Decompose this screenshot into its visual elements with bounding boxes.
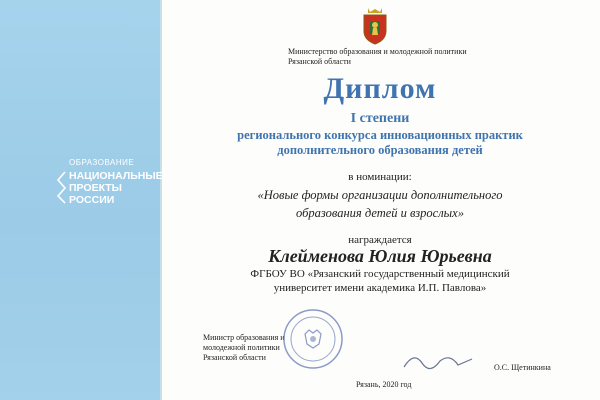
ministry-header <box>288 47 467 67</box>
official-stamp-icon <box>282 308 344 370</box>
diploma-degree: I степени <box>350 111 410 126</box>
recipient-organization <box>190 267 570 295</box>
logo-line-3: РОССИИ <box>69 194 115 206</box>
logo-line-1: НАЦИОНАЛЬНЫЕ <box>69 170 163 182</box>
awarded-label: награждается <box>348 234 412 246</box>
minister-title <box>203 333 285 363</box>
recipient-name: Клейменова Юлия Юрьевна <box>268 246 492 266</box>
logo-mark-icon <box>56 170 66 204</box>
ministry-line-2: Рязанской области <box>288 57 351 66</box>
minister-line-3: Рязанской области <box>203 353 266 362</box>
nomination-text <box>190 186 570 222</box>
minister-line-2: молодежной политики <box>203 343 280 352</box>
organization-line-1: ФГБОУ ВО «Рязанский государственный медицинский <box>250 268 510 280</box>
nomination-line-1: «Новые формы организации дополнительного <box>257 188 503 202</box>
logo-line-2: ПРОЕКТЫ <box>69 182 122 194</box>
contest-name <box>190 128 570 158</box>
place-and-year: Рязань, 2020 год <box>356 380 412 389</box>
signer-name: О.С. Щетинкина <box>494 363 551 372</box>
minister-line-1: Министр образования и <box>203 333 285 342</box>
organization-line-2: университет имени академика И.П. Павлова» <box>273 282 487 294</box>
national-projects-logo <box>56 158 163 218</box>
nomination-label: в номинации: <box>348 171 412 183</box>
ministry-line-1: Министерство образования и молодежной политики <box>288 47 467 56</box>
nomination-line-2: образования детей и взрослых» <box>296 206 464 220</box>
ryazan-coat-of-arms-icon <box>360 5 390 45</box>
contest-line-1: регионального конкурса инновационных практик <box>237 128 523 142</box>
logo-top-text: ОБРАЗОВАНИЕ <box>69 158 135 167</box>
contest-line-2: дополнительного образования детей <box>277 143 483 157</box>
signature-icon <box>400 345 480 375</box>
diploma-title: Диплом <box>323 72 437 105</box>
logo-lines <box>69 170 163 206</box>
